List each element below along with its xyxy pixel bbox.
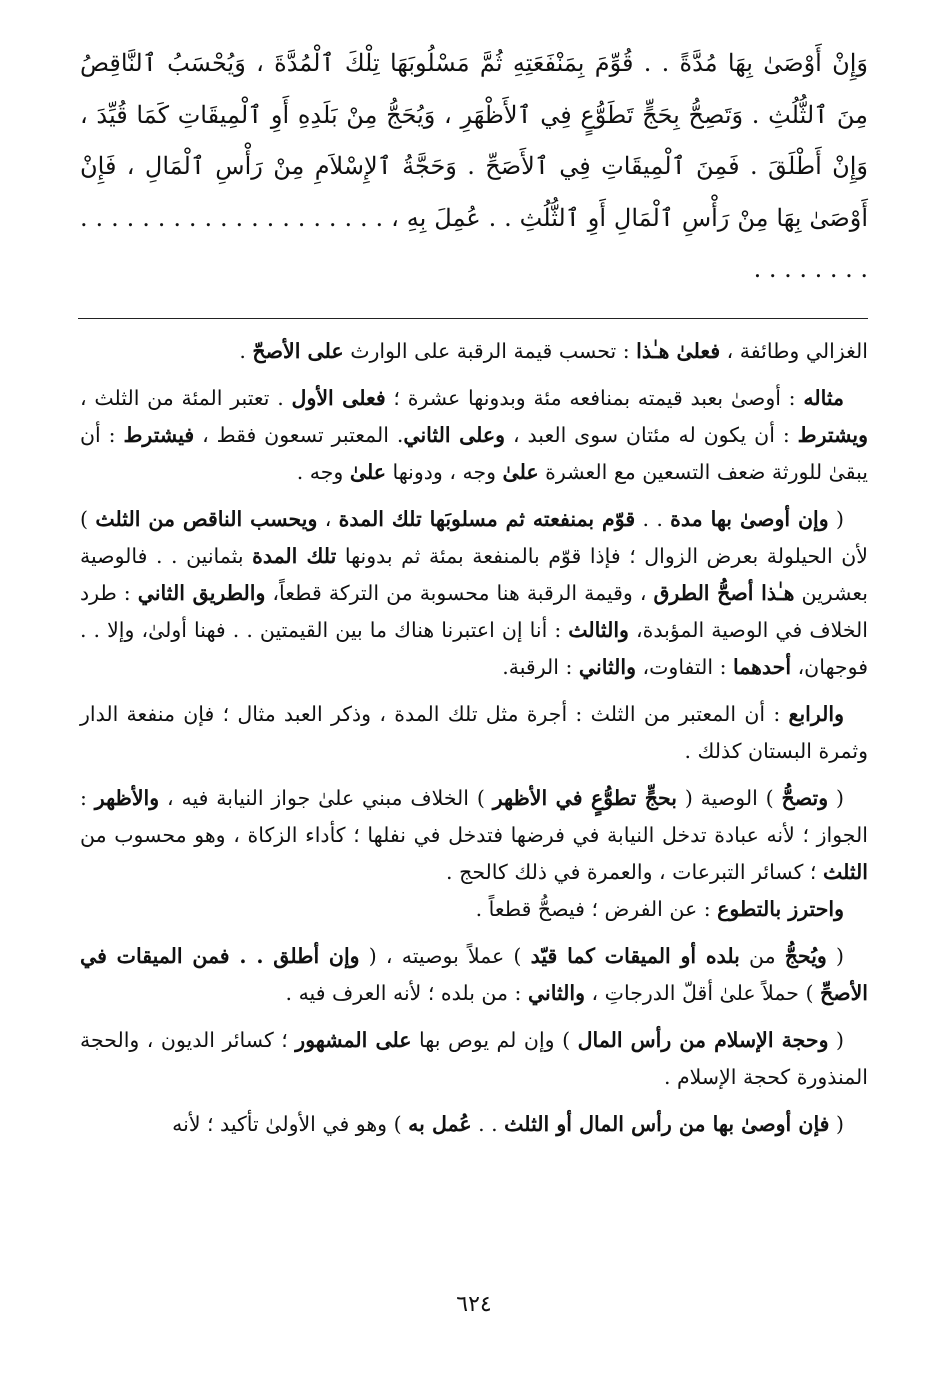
text-run: ، وقيمة الرقبة هنا محسوبة من التركة قطعاً،	[265, 580, 654, 605]
text-run: . المعتبر تسعون فقط ،	[194, 422, 404, 447]
text-run: (	[826, 943, 845, 968]
matn-body: وَإِنْ أَوْصَىٰ بِهَا مُدَّةً . . قُوِّمَ بِمَنْفَعَتِهِ ثُمَّ مَسْلُوبَهَا تِلْكَ ٱلْمُدَّةَ ، وَيُحْسَبُ ٱلنَّاقِصُ مِنَ ٱلثُّلُثِ . وَتَصِحُّ بِحَجٍّ تَطَوُّعٍ فِي ٱلأَظْهَرِ ، وَيُحَجُّ مِنْ بَلَدِهِ أَوِ ٱلْمِيقَاتِ كَمَا قُيِّدَ ، وَإِنْ أَطْلَقَ . فَمِنَ ٱلْمِيقَاتِ فِي ٱلأَصَحِّ . وَحَجَّةُ ٱلإِسْلاَمِ مِنْ رَأْسِ ٱلْمَالِ ، فَإِنْ أَوْصَىٰ بِهَا مِنْ رَأْسِ ٱلْمَالِ أَوِ ٱلثُّلُثِ . . عُمِلَ بِهِ ،	[80, 49, 868, 232]
text-run: الغزالي وطائفة ،	[720, 338, 868, 363]
bold-term: فعلى الأول	[291, 385, 386, 410]
bold-term: وإن أطلق . . فمن الميقات في الأصحِّ	[80, 943, 868, 1005]
bold-term: فعلىٰ هـٰذا	[636, 338, 721, 363]
commentary-paragraph	[80, 780, 868, 891]
bold-term: وحجة الإسلام من رأس المال	[577, 1027, 829, 1052]
bold-term: قوّم بمنفعته ثم مسلوبَها تلك المدة	[338, 506, 636, 531]
text-run: . تعتبر المئة من الثلث ،	[80, 385, 292, 410]
text-run: : أنا إن اعتبرنا هناك ما بين القيمتين . . فهنا أولىٰ، وإلا . . فوجهان،	[80, 617, 868, 679]
bold-term: تلك المدة	[252, 543, 337, 568]
text-run: : طرد الخلاف في الوصية المؤبدة،	[80, 580, 868, 642]
text-run: : أن يكون له مئتان سوى العبد ،	[505, 422, 798, 447]
text-run: ) حملاً علىٰ أقلّ الدرجاتِ ،	[585, 980, 820, 1005]
bold-term: عُمل به	[408, 1111, 472, 1136]
text-run: ،	[317, 506, 339, 531]
commentary-paragraph	[80, 501, 868, 686]
text-run: ) وهو في الأولىٰ تأكيد ؛ لأنه	[172, 1111, 409, 1136]
commentary	[80, 333, 868, 1143]
matn-continuation-dots: . . . . . . . . . . . . . . . . . . . . . . . . . . . .	[80, 203, 868, 283]
text-run: : عن الفرض ؛ فيصحُّ قطعاً .	[475, 896, 718, 921]
text-run: : تحسب قيمة الرقبة على الوارث	[343, 338, 637, 363]
commentary-paragraph	[80, 380, 868, 491]
text-run: : أن المعتبر من الثلث : أجرة مثل تلك المدة ، وذكر العبد مثال ؛ فإن منفعة الدار وثمرة البستان كذلك .	[80, 701, 868, 763]
text-run: (	[828, 1027, 844, 1052]
bold-term: والأظهر	[94, 785, 160, 810]
matn-text	[80, 38, 868, 296]
commentary-paragraph	[80, 938, 868, 1012]
bold-term: على الأصحّ	[252, 338, 344, 363]
bold-term: فإن أوصىٰ بها من رأس المال أو الثلث	[504, 1111, 830, 1136]
bold-term: على المشهور	[295, 1027, 412, 1052]
bold-term: بحجٍّ تطوُّعٍ في الأظهر	[492, 785, 677, 810]
bold-term: وتصحُّ	[781, 785, 829, 810]
text-run: : من بلده ؛ لأنه العرف فيه .	[285, 980, 528, 1005]
bold-term: ويشترط	[797, 422, 868, 447]
text-run: : التفاوت،	[635, 654, 733, 679]
bold-term: أحدهما	[733, 654, 792, 679]
bold-term: وإن أوصىٰ بها مدة	[670, 506, 829, 531]
bold-term: هـٰذا أصحُّ الطرق	[653, 580, 795, 605]
text-run: ) وإن لم يوص بها	[411, 1027, 578, 1052]
bold-term: علىٰ	[502, 459, 539, 484]
bold-term: الثلث	[822, 859, 868, 884]
bold-term: علىٰ	[349, 459, 386, 484]
bold-term: والثاني	[527, 980, 586, 1005]
text-run: ) الوصية (	[676, 785, 782, 810]
text-run: ) عملاً بوصيته ، (	[359, 943, 531, 968]
bold-term: واحترز بالتطوع	[717, 896, 844, 921]
bold-term: وعلى الثاني	[403, 422, 506, 447]
commentary-paragraph	[80, 333, 868, 370]
separator-rule	[78, 318, 868, 319]
text-run: ) الخلاف مبني علىٰ جواز النيابة فيه ،	[159, 785, 493, 810]
page-number: ٦٢٤	[456, 1292, 492, 1317]
bold-term: والرابع	[788, 701, 844, 726]
commentary-paragraph	[80, 1106, 868, 1143]
bold-term: والطريق الثاني	[137, 580, 266, 605]
commentary-paragraph	[80, 696, 868, 770]
bold-term: بلده أو الميقات كما قيّد	[530, 943, 740, 968]
text-run: : الجواز ؛ لأنه عبادة تدخل النيابة في فرضها فتدخل في نفلها ؛ كأداء الزكاة ، وهو محسوب من	[80, 785, 868, 847]
text-run: من	[739, 943, 785, 968]
text-run: . .	[635, 506, 671, 531]
bold-term: والثاني	[578, 654, 636, 679]
text-run: ؛ كسائر التبرعات ، والعمرة في ذلك كالحج .	[446, 859, 823, 884]
text-run: . .	[471, 1111, 505, 1136]
text-run: بثمانين . . فالوصية بعشرين	[80, 543, 869, 605]
text-run: : أن يبقىٰ للورثة ضعف التسعين مع العشرة	[80, 422, 868, 484]
text-run: وجه ، ودونها	[385, 459, 503, 484]
bold-term: مثاله	[803, 385, 845, 410]
text-run: .	[239, 338, 253, 363]
text-run: : أوصىٰ بعبد قيمته بمنافعه مئة وبدونها عشرة ؛	[385, 385, 804, 410]
text-run: (	[829, 1111, 844, 1136]
commentary-paragraph	[80, 891, 868, 928]
text-run: ؛ كسائر الديون ، والحجة المنذورة كحجة الإسلام .	[80, 1027, 868, 1089]
text-run: (	[828, 785, 844, 810]
bold-term: والثالث	[568, 617, 629, 642]
text-run: (	[828, 506, 844, 531]
bold-term: ويحسب الناقص من الثلث	[95, 506, 318, 531]
text-run: : الرقبة.	[502, 654, 579, 679]
bold-term: فيشترط	[123, 422, 195, 447]
text-run: وجه .	[296, 459, 350, 484]
commentary-paragraph	[80, 1022, 868, 1096]
text-run: ) لأن الحيلولة بعرض الزوال ؛ فإذا قوّم بالمنفعة بمئة ثم بدونها	[80, 506, 868, 568]
bold-term: ويُحجُّ	[784, 943, 827, 968]
